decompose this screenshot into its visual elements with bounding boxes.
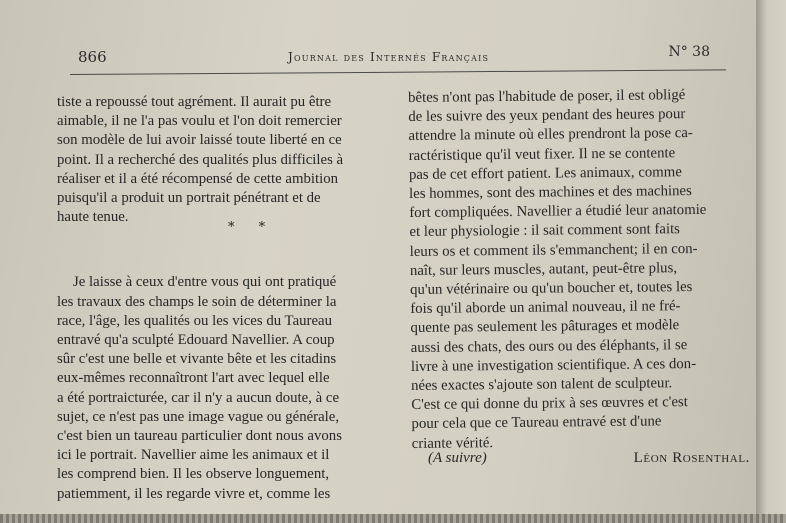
text-line: fois qu'il aborde un animal nouveau, il ne fré- (410, 298, 681, 318)
text-line: naît, sur leurs muscles, autant, peut-être plus, (409, 260, 678, 279)
text-line: réaliser et il a été récompensé de cette ambition (57, 170, 339, 187)
text-line: puisqu'il a produit un portrait pénétrant et de (57, 190, 321, 207)
text-line: ici le portrait. Navellier aime les animaux et il (57, 447, 330, 464)
text-line: pour cela que ce Taureau entravé est d'une (411, 413, 662, 433)
text-line: qu'un vétérinaire ou qu'un boucher et, toutes les (410, 279, 693, 299)
page-header (78, 44, 718, 70)
text-line: patiemment, il les regarde vivre et, comme les (57, 485, 331, 502)
text-line: les travaux des champs le soin de déterminer la (57, 293, 337, 310)
header-rule (70, 69, 726, 75)
text-line: point. Il a recherché des qualités plus difficiles à (57, 151, 344, 168)
text-line: eux-mêmes reconnaîtront l'art avec lequel elle (57, 370, 330, 387)
issue-number: N° 38 (668, 44, 710, 60)
text-line: aussi des chats, des ours ou des éléphants, il se (410, 336, 688, 356)
section-separator: * * (228, 220, 276, 235)
text-line: haute tenue. (57, 209, 129, 226)
text-line: les hommes, sont des machines et des machines (409, 183, 692, 203)
journal-title: Journal des Internés Français (288, 50, 490, 64)
text-line: Je laisse à ceux d'entre vous qui ont pratiqué (73, 274, 337, 291)
next-page-edge (756, 0, 786, 523)
text-line: fort compliquées. Navellier a étudié leur anatomie (409, 202, 707, 222)
text-line: ractéristique qu'il veut fixer. Il ne se contente (408, 144, 676, 164)
text-line: sûr c'est une belle et vivante bête et les citadins (57, 351, 337, 368)
text-line: bêtes n'ont pas l'habitude de poser, il est obligé (408, 87, 686, 106)
text-line: a été portraicturée, car il n'y a aucun doute, à ce (57, 389, 340, 406)
text-line: entravé qu'a sculpté Edouard Navellier. A coup (57, 332, 335, 349)
text-line: C'est ce qui donne du prix à ses œuvres et c'est (411, 394, 688, 414)
binding-strip (0, 514, 786, 523)
text-line: nées exactes s'ajoute son talent de sculpteur. (411, 375, 673, 395)
author-signature: Léon Rosenthal. (633, 450, 750, 466)
text-line: sujet, ce n'est pas une image vague ou générale, (57, 408, 340, 425)
paragraph (57, 93, 395, 227)
text-line: attendre la minute où elles prendront la pose ca- (408, 125, 693, 145)
right-column (408, 85, 758, 453)
text-line: tiste a repoussé tout agrément. Il aurait pu être (57, 94, 332, 110)
text-line: de les suivre des yeux pendant des heures pour (408, 106, 686, 126)
text-line: criante vérité. (411, 434, 494, 452)
article-footer (428, 450, 758, 472)
text-line: les comprend bien. Il les observe longuement, (57, 466, 330, 483)
to-be-continued: (A suivre) (428, 450, 487, 466)
text-line: son modèle de lui avoir laissé toute liberté en ce (57, 132, 342, 149)
text-line: aimable, il ne l'a pas voulu et l'on doit remercier (57, 113, 342, 130)
text-line: quente pas seulement les pâturages et modèle (410, 317, 680, 337)
text-line: leurs os et comment ils s'emmanchent; il en con- (409, 240, 698, 260)
page-number: 866 (78, 48, 107, 66)
text-line: race, l'âge, les qualités ou les vices du Taureau (57, 312, 332, 329)
text-line: et leur physiologie : il sait comment sont faits (409, 221, 680, 241)
paragraph (57, 273, 395, 503)
left-column (57, 93, 395, 504)
text-line: pas de cet effort patient. Les animaux, comme (408, 163, 682, 183)
text-line: livre à une investigation scientifique. A ces don- (410, 355, 697, 375)
text-line: c'est bien un taureau particulier dont nous avons (57, 428, 342, 445)
